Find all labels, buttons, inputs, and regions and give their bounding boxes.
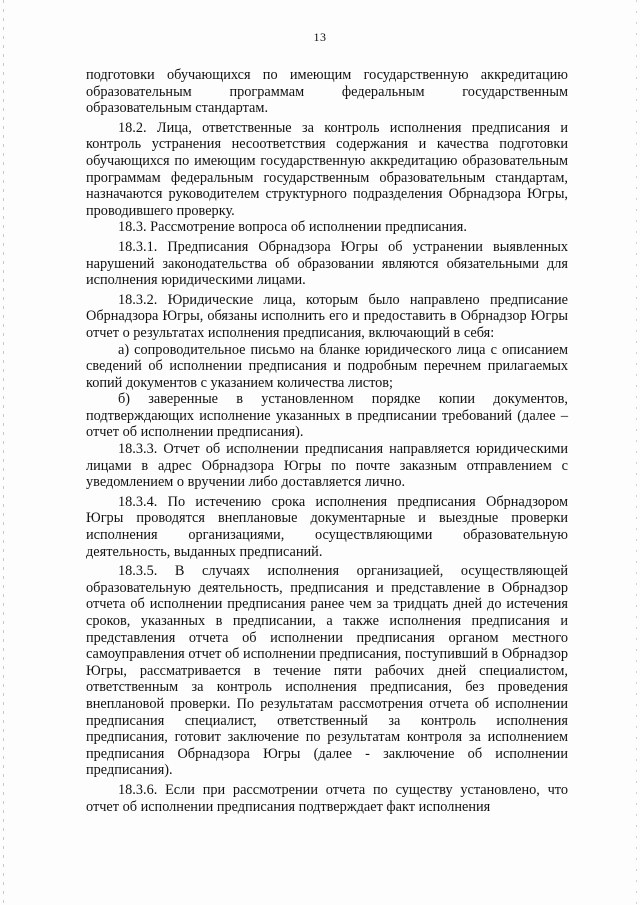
- document-body: [86, 67, 568, 815]
- paragraph-18-3-1: 18.3.1. Предписания Обрнадзора Югры об устранении выявленных нарушений законодательства об образовании являются обязательными для исполнения юридическими лицами.: [86, 238, 568, 289]
- scan-edge-left: [3, 0, 4, 905]
- paragraph-18-3-3: 18.3.3. Отчет об исполнении предписания направляется юридическими лицами в адрес Обрнадзора Югры по почте заказным отправлением с уведомлением о вручении либо доставляется лично.: [86, 441, 568, 491]
- paragraph-18-3: 18.3. Рассмотрение вопроса об исполнении предписания.: [118, 219, 467, 236]
- paragraph-item-a: а) сопроводительное письмо на бланке юридического лица с описанием сведений об исполнении предписания и подробным перечнем прилагаемых копий документов с указанием количества листов;: [86, 341, 568, 391]
- paragraph-18-3-4: 18.3.4. По истечению срока исполнения предписания Обрнадзором Югры проводятся внеплановые документарные и выездные проверки исполнения организациями, осуществляющими образовательную деятельность, выданных предписаний.: [86, 493, 568, 560]
- paragraph-item-b: б) заверенные в установленном порядке копии документов, подтверждающих исполнение указанных в предписании требований (далее – отчет об исполнении предписания).: [86, 391, 568, 441]
- page-number: 13: [313, 30, 327, 44]
- paragraph-continuation: подготовки обучающихся по имеющим государственную аккредитацию образовательным программам федеральным государственным образовательным стандартам.: [86, 67, 568, 117]
- paragraph-18-3-2: 18.3.2. Юридические лица, которым было направлено предписание Обрнадзора Югры, обязаны исполнить его и предоставить в Обрнадзор Югры отчет о результатах исполнения предписания, включающий в себя:: [86, 291, 568, 341]
- paragraph-18-2: 18.2. Лица, ответственные за контроль исполнения предписания и контроль устранения несоответствия содержания и качества подготовки обучающихся по имеющим государственную аккредитацию образовательным программам федеральным государственным образовательным стандартам, назначаются руководителем структурного подразделения Обрнадзора Югры, проводившего проверку.: [86, 119, 568, 219]
- scan-edge-right: [636, 0, 637, 905]
- paragraph-18-3-5: 18.3.5. В случаях исполнения организацией, осуществляющей образовательную деятельность, предписания и представление в Обрнадзор отчета об исполнении предписания ранее чем за тридцать дней до истечения сроков, указанных в предписании, а также исполнения предписания и представления отчета об исполнении предписания органом местного самоуправления отчет об исполнении предписания, поступивший в Обрнадзор Югры, рассматривается в течение пяти рабочих дней специалистом, ответственным за контроль исполнения предписания, без проведения внеплановой проверки. По результатам рассмотрения отчета об исполнении предписания специалист, ответственный за контроль исполнения предписания, готовит заключение по результатам контроля за исполнением предписания Обрнадзора Югры (далее - заключение об исполнении предписания).: [86, 563, 568, 779]
- paragraph-18-3-6: 18.3.6. Если при рассмотрении отчета по существу установлено, что отчет об исполнении предписания подтверждает факт исполнения: [86, 781, 568, 815]
